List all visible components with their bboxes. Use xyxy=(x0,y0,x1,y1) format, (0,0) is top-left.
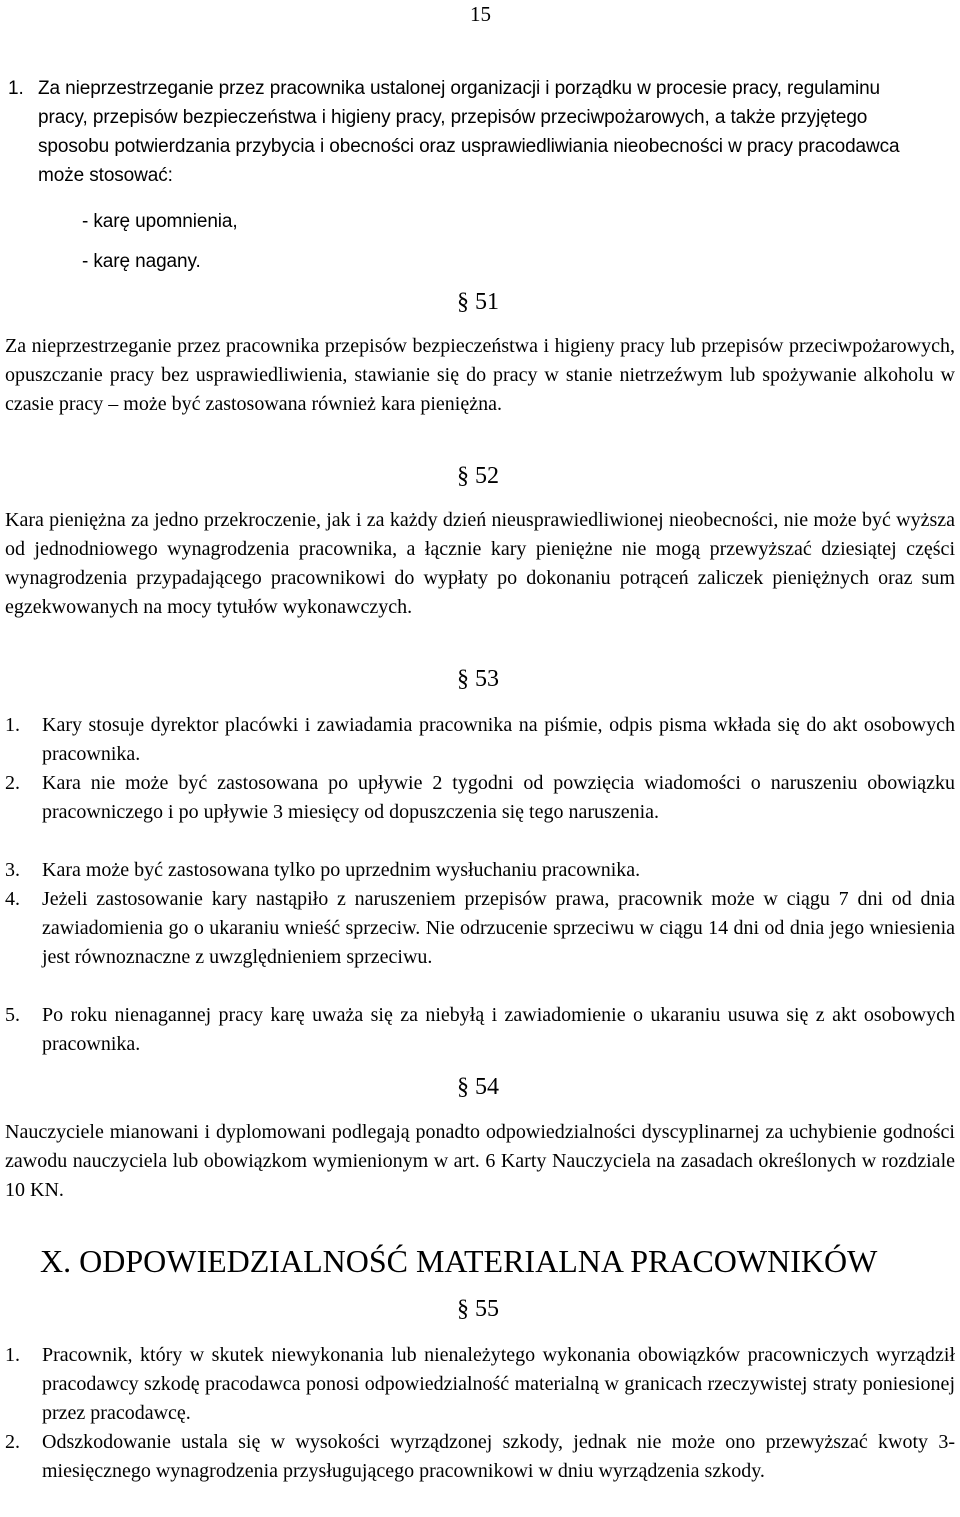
section-53-item xyxy=(5,769,955,827)
section-53-item-number: 3. xyxy=(5,859,20,881)
section-55-item-text: Pracownik, który w skutek niewykonania lub nienależytego wykonania obowiązków pracowniczych wyrządził pracodawcy szkodę pracodawca ponosi odpowiedzialność materialną w granicach rzeczywistej straty poniesionej przez pracodawcę. xyxy=(42,1344,955,1424)
section-53-item-number: 2. xyxy=(5,772,20,794)
section-52-text: Kara pieniężna za jedno przekroczenie, jak i za każdy dzień nieusprawiedliwionej nieobecności, nie może być wyższa od jednodniowego wynagrodzenia pracownika, a łącznie kary pieniężne nie mogą przewyższać dziesiątej części wynagrodzenia przypadającego pracownikowi do wypłaty po dokonaniu potrąceń zaliczek pieniężnych oraz sum egzekwowanych na mocy tytułów wykonawczych. xyxy=(5,509,955,618)
section-53-item-text: Kara nie może być zastosowana po upływie 2 tygodni od powzięcia wiadomości o naruszeniu obowiązku pracowniczego i po upływie 3 miesięcy od dopuszczenia się tego naruszenia. xyxy=(42,772,955,823)
chapter-title: X. ODPOWIEDZIALNOŚĆ MATERIALNA PRACOWNIKÓW xyxy=(40,1243,878,1279)
section-53-item-number: 1. xyxy=(5,714,20,736)
penalty-reprimand: - karę upomnienia, xyxy=(82,211,238,232)
intro-item-number: 1. xyxy=(8,78,24,99)
section-55-item xyxy=(5,1428,955,1486)
section-54-heading: § 54 xyxy=(457,1074,499,1100)
section-53-item-number: 4. xyxy=(5,888,20,910)
section-51-text: Za nieprzestrzeganie przez pracownika przepisów bezpieczeństwa i higieny pracy lub przepisów przeciwpożarowych, opuszczanie pracy bez usprawiedliwienia, stawianie się do pracy w stanie nietrzeźwym lub spożywanie alkoholu w czasie pracy – może być zastosowana również kara pieniężna. xyxy=(5,335,955,415)
section-53-item xyxy=(5,711,955,769)
section-53-item-number: 5. xyxy=(5,1004,20,1026)
section-53-item-text: Jeżeli zastosowanie kary nastąpiło z naruszeniem przepisów prawa, pracownik może w ciągu 7 dni od dnia zawiadomienia go o ukaraniu wnieść sprzeciw. Nie odrzucenie sprzeciwu w ciągu 14 dni od dnia jego wniesienia jest równoznaczne z uwzględnieniem sprzeciwu. xyxy=(42,888,955,968)
section-55-item-number: 1. xyxy=(5,1344,20,1366)
section-53-heading: § 53 xyxy=(457,666,499,692)
section-55-item-text: Odszkodowanie ustala się w wysokości wyrządzonej szkody, jednak nie może ono przewyższać kwoty 3-miesięcznego wynagrodzenia przysługującego pracownikowi w dniu wyrządzenia szkody. xyxy=(42,1431,955,1482)
intro-item xyxy=(8,74,952,190)
page-number: 15 xyxy=(470,2,491,26)
section-55-heading: § 55 xyxy=(457,1296,499,1322)
section-52-heading: § 52 xyxy=(457,463,499,489)
intro-item-text: Za nieprzestrzeganie przez pracownika ustalonej organizacji i porządku w procesie pracy, regulaminu pracy, przepisów bezpieczeństwa i higieny pracy, przepisów przeciwpożarowych, a także przyjętego sposobu potwierdzania przybycia i obecności oraz usprawiedliwiania nieobecności w pracy pracodawca może stosować: xyxy=(38,78,900,186)
section-55-item-number: 2. xyxy=(5,1431,20,1453)
section-53-item xyxy=(5,885,955,972)
section-53-item-text: Kara może być zastosowana tylko po uprzednim wysłuchaniu pracownika. xyxy=(42,859,641,881)
section-53-item-text: Po roku nienagannej pracy karę uważa się za niebyłą i zawiadomienie o ukaraniu usuwa się z akt osobowych pracownika. xyxy=(42,1004,955,1055)
section-54-text: Nauczyciele mianowani i dyplomowani podlegają ponadto odpowiedzialności dyscyplinarnej za uchybienie godności zawodu nauczyciela lub obowiązkom wymienionym w art. 6 Karty Nauczyciela na zasadach określonych w rozdziale 10 KN. xyxy=(5,1121,955,1201)
section-55-item xyxy=(5,1341,955,1428)
section-53-item-text: Kary stosuje dyrektor placówki i zawiadamia pracownika na piśmie, odpis pisma wkłada się do akt osobowych pracownika. xyxy=(42,714,955,765)
section-53-item xyxy=(5,856,955,885)
section-53-item xyxy=(5,1001,955,1059)
penalty-censure: - karę nagany. xyxy=(82,251,201,272)
section-51-heading: § 51 xyxy=(457,289,499,315)
